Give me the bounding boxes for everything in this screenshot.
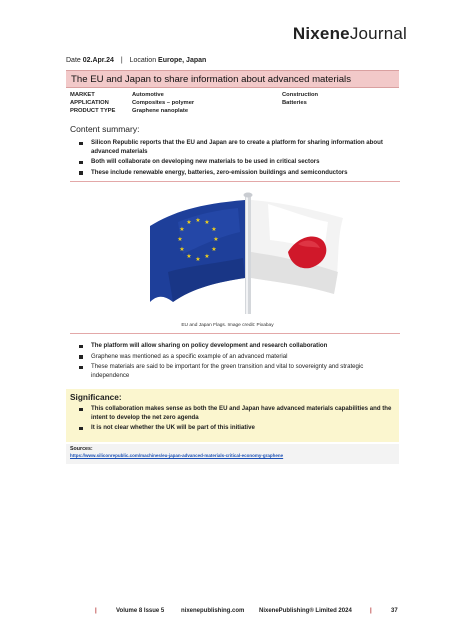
- list-item: It is not clear whether the UK will be part of this initiative: [79, 424, 397, 433]
- article-meta: [66, 57, 206, 64]
- article-title: The EU and Japan to share information about advanced materials: [66, 70, 399, 88]
- logo-part-1: Nixene: [292, 24, 350, 43]
- footer-copyright: NixenePublishing® Limited 2024: [259, 608, 352, 614]
- tag-label: APPLICATION: [70, 100, 109, 106]
- list-item: The platform will allow sharing on policy development and research collaboration: [79, 342, 397, 351]
- image-caption: EU and Japan Flags. Image credit: Pixabay: [181, 323, 274, 328]
- eu-japan-flags-image: [148, 192, 348, 314]
- summary-list: [79, 139, 397, 179]
- meta-separator: |: [120, 57, 123, 64]
- page-number: 37: [391, 608, 398, 614]
- list-item: These include renewable energy, batteries, zero-emission buildings and semiconductors: [79, 169, 397, 178]
- svg-text:★: ★: [195, 256, 201, 263]
- tag-label: MARKET: [70, 92, 95, 98]
- significance-list: [79, 405, 397, 435]
- list-item: Silicon Republic reports that the EU and Japan are to create a platform for sharing information about advanced materials: [79, 139, 397, 156]
- tag-value: Graphene nanoplate: [132, 108, 189, 114]
- list-item: These materials are said to be important for the green transition and vital to sovereignty and strategic independence: [79, 363, 397, 380]
- logo-part-2: Journal: [349, 24, 407, 43]
- tag-label: PRODUCT TYPE: [70, 108, 116, 114]
- summary-heading: Content summary:: [70, 124, 140, 134]
- sources-label: Sources:: [70, 446, 93, 452]
- svg-text:★: ★: [195, 217, 201, 224]
- tag-row-market: [70, 91, 400, 99]
- date-label: Date: [66, 57, 81, 64]
- sources-box: [66, 444, 399, 464]
- svg-text:★: ★: [186, 219, 192, 226]
- svg-text:★: ★: [211, 246, 217, 253]
- journal-logo: [293, 24, 407, 44]
- tag-value: Construction: [282, 92, 319, 98]
- location-label: Location: [129, 57, 157, 64]
- tag-value: Composites – polymer: [132, 100, 195, 106]
- source-link[interactable]: https://www.siliconrepublic.com/machines/eu-japan-advanced-materials-critical-economy-graphene: [70, 453, 284, 458]
- date-value: 02.Apr.24: [82, 57, 114, 64]
- svg-text:★: ★: [186, 253, 192, 260]
- tag-row-product-type: [70, 107, 400, 115]
- body-list: [79, 342, 397, 382]
- footer-website: nixenepublishing.com: [181, 608, 245, 614]
- divider: [70, 181, 400, 182]
- footer-separator: |: [370, 608, 372, 614]
- list-item: This collaboration makes sense as both the EU and Japan have advanced materials capabilities and the intent to develop the net zero agenda: [79, 405, 397, 422]
- footer-volume: Volume 8 Issue 5: [116, 608, 165, 614]
- svg-text:★: ★: [177, 236, 183, 243]
- svg-text:★: ★: [204, 253, 210, 260]
- svg-text:★: ★: [211, 226, 217, 233]
- svg-text:★: ★: [204, 219, 210, 226]
- svg-text:★: ★: [179, 246, 185, 253]
- location-value: Europe, Japan: [158, 57, 207, 64]
- tag-row-application: [70, 99, 400, 107]
- svg-text:★: ★: [213, 236, 219, 243]
- list-item: Both will collaborate on developing new materials to be used in critical sectors: [79, 158, 397, 167]
- significance-heading: Significance:: [70, 392, 122, 402]
- list-item: Graphene was mentioned as a specific example of an advanced material: [79, 353, 397, 362]
- divider: [70, 333, 400, 334]
- footer-separator: |: [95, 608, 97, 614]
- svg-text:★: ★: [179, 226, 185, 233]
- tag-value: [282, 107, 400, 115]
- tag-table: [70, 91, 400, 115]
- tag-value: Batteries: [282, 100, 307, 106]
- tag-value: Automotive: [132, 92, 164, 98]
